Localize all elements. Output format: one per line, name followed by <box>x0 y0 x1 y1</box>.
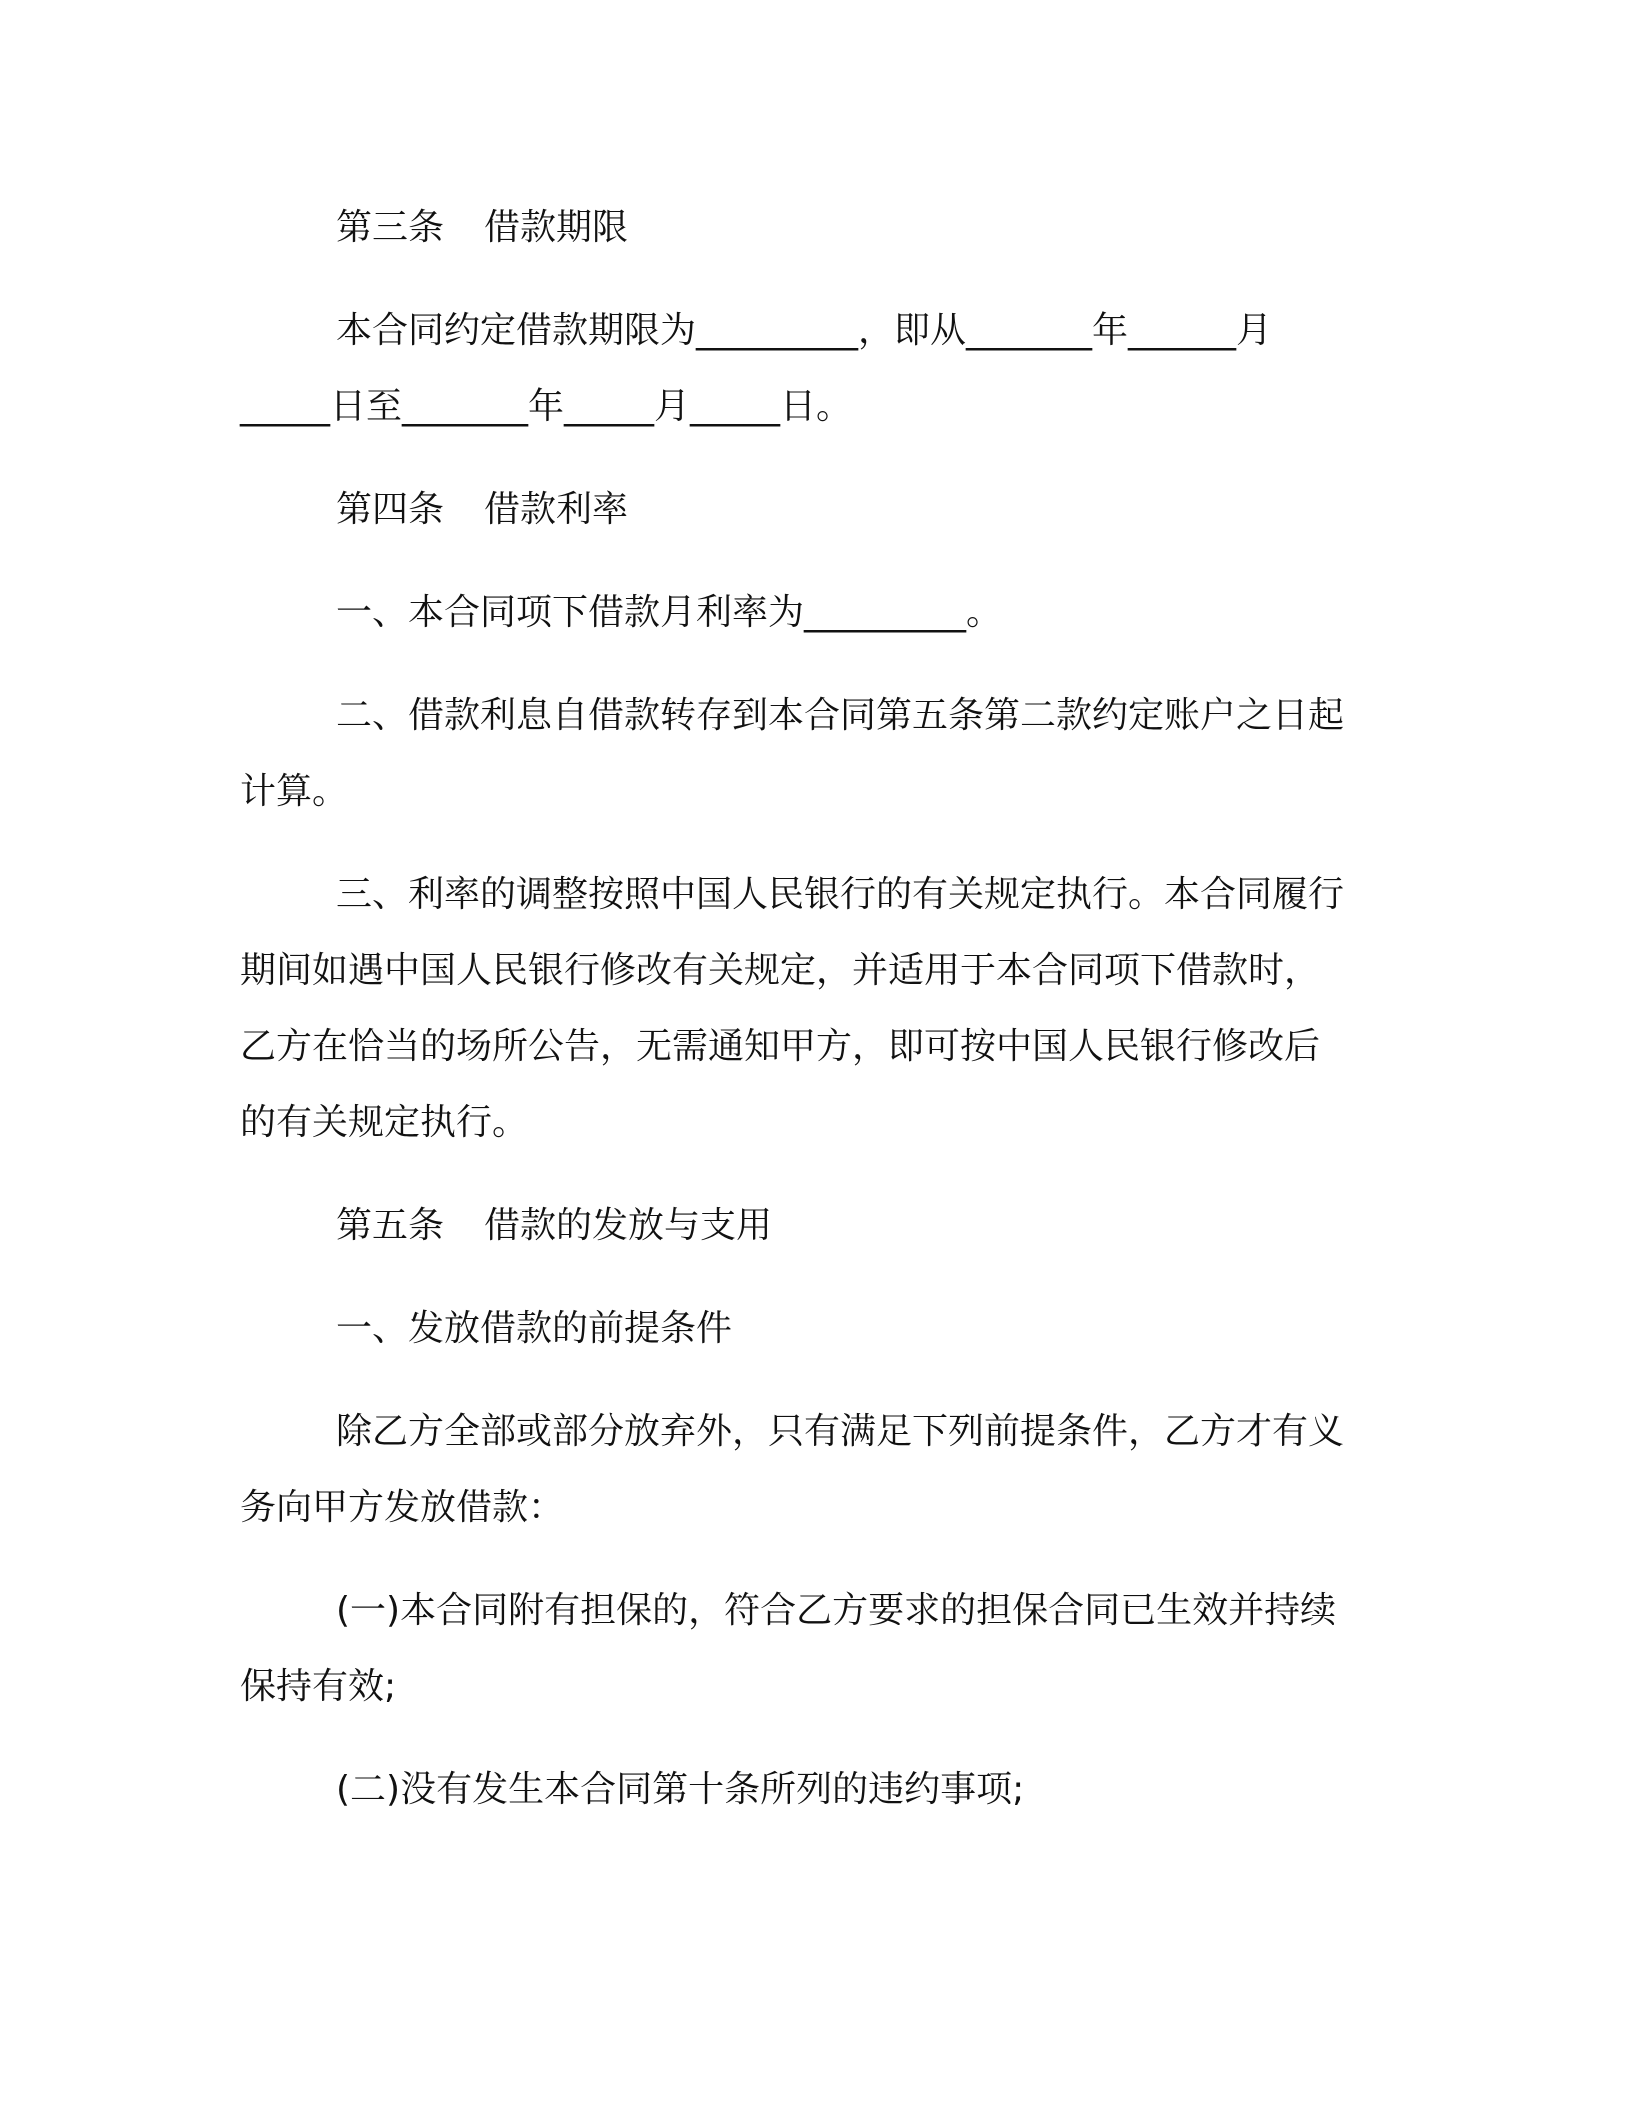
article-3-term-paragraph <box>240 293 1380 445</box>
item-3-line-1: 三、利率的调整按照中国人民银行的有关规定执行。本合同履行 <box>336 874 1345 915</box>
item-3-line-3: 乙方在恰当的场所公告，无需通知甲方，即可按中国人民银行修改后 <box>240 1026 1321 1067</box>
article-4-title: 借款利率 <box>484 489 629 530</box>
article-5-subheading-1: 一、发放借款的前提条件 <box>336 1308 733 1349</box>
article-3-title: 借款期限 <box>484 207 629 248</box>
article-5-heading <box>240 1188 1380 1264</box>
item-3-line-4: 的有关规定执行。 <box>240 1102 529 1143</box>
article-4-item-1: 一、本合同项下借款月利率为_________。 <box>336 592 1003 633</box>
article-5-conditions-intro <box>240 1394 1380 1546</box>
item-3-line-2: 期间如遇中国人民银行修改有关规定，并适用于本合同项下借款时， <box>240 950 1321 991</box>
item-2-line-2: 计算。 <box>240 771 349 812</box>
article-5-title: 借款的发放与支用 <box>484 1205 773 1246</box>
conditions-intro-line-1: 除乙方全部或部分放弃外，只有满足下列前提条件，乙方才有义 <box>336 1411 1345 1452</box>
article-4-heading <box>240 472 1380 548</box>
document-body <box>240 190 1380 1855</box>
item-2-line-1: 二、借款利息自借款转存到本合同第五条第二款约定账户之日起 <box>336 695 1345 736</box>
article-4-number: 第四条 <box>336 489 445 530</box>
term-line-2: _____日至_______年_____月_____日。 <box>240 386 853 427</box>
article-5-condition-2: (二)没有发生本合同第十条所列的违约事项; <box>336 1769 1025 1810</box>
article-4-item-2 <box>240 678 1380 830</box>
term-line-1: 本合同约定借款期限为_________，即从_______年______月 <box>336 310 1273 351</box>
article-3-heading <box>240 190 1380 266</box>
conditions-intro-line-2: 务向甲方发放借款： <box>240 1487 565 1528</box>
article-5-condition-1 <box>240 1573 1380 1725</box>
condition-1-line-2: 保持有效; <box>240 1666 397 1707</box>
condition-1-line-1: (一)本合同附有担保的，符合乙方要求的担保合同已生效并持续 <box>336 1590 1337 1631</box>
article-3-number: 第三条 <box>336 207 445 248</box>
article-5-number: 第五条 <box>336 1205 445 1246</box>
article-4-item-3 <box>240 857 1380 1161</box>
